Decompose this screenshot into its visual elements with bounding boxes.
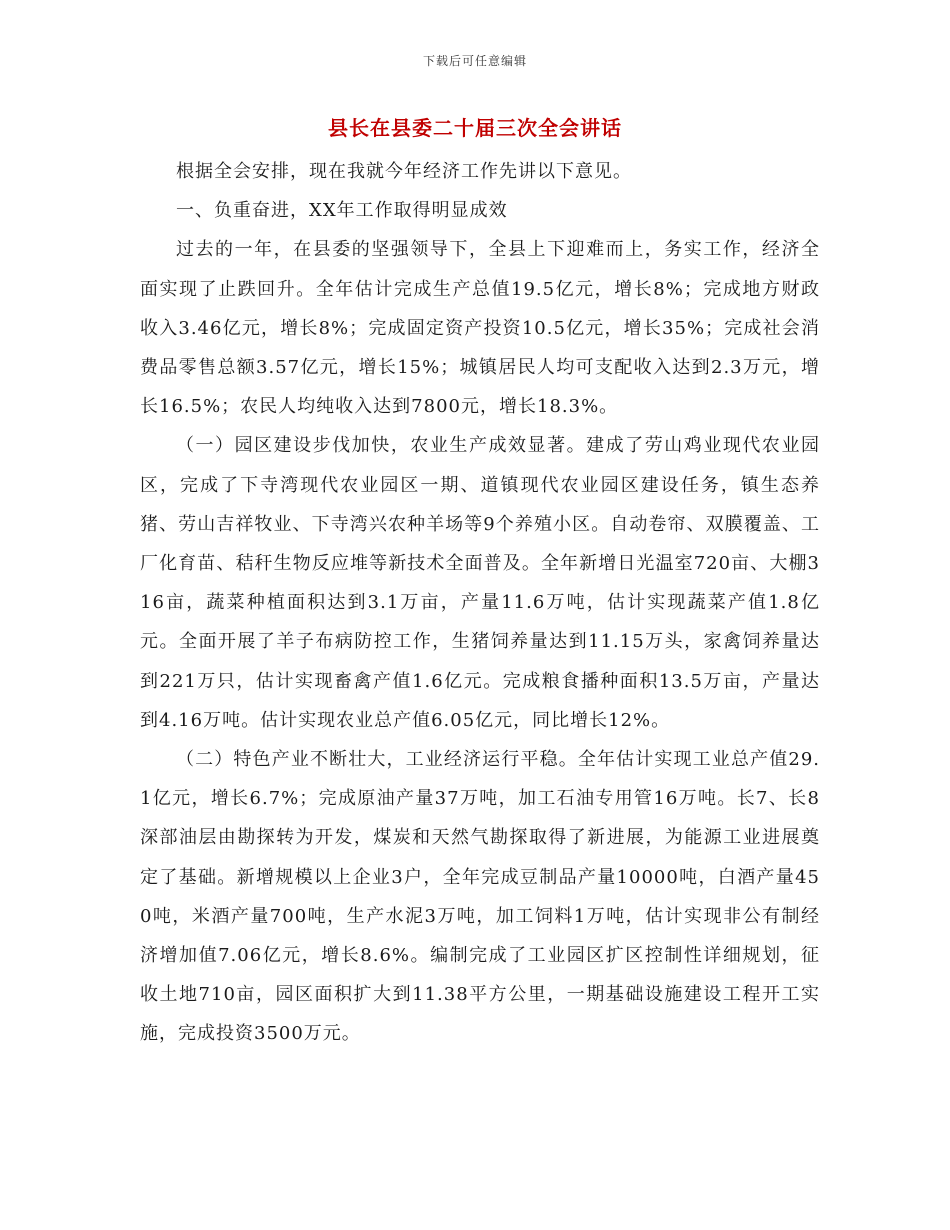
page-header: 下载后可任意编辑: [422, 54, 527, 68]
intro-paragraph: 根据全会安排，现在我就今年经济工作先讲以下意见。: [176, 161, 632, 182]
agriculture-paragraph: （一）园区建设步伐加快，农业生产成效显著。建成了劳山鸡业现代农业园区，完成了下寺湾现代农业园区一期、道镇现代农业园区建设任务，镇生态养猪、劳山吉祥牧业、下寺湾兴农种羊场等9个养殖小区。自动卷帘、双膜覆盖、工厂化育苗、秸秆生物反应堆等新技术全面普及。全年新增日光温室720亩、大棚316亩，蔬菜种植面积达到3.1万亩，产量11.6万吨，估计实现蔬菜产值1.8亿元。全面开展了羊子布病防控工作，生猪饲养量达到11.15万头，家禽饲养量达到221万只，估计实现畜禽产值1.6亿元。完成粮食播种面积13.5万亩，产量达到4.16万吨。估计实现农业总产值6.05亿元，同比增长12%。: [140, 435, 820, 731]
summary-paragraph: 过去的一年，在县委的坚强领导下，全县上下迎难而上，务实工作，经济全面实现了止跌回升。全年估计完成生产总值19.5亿元，增长8%；完成地方财政收入3.46亿元，增长8%；完成固定资产投资10.5亿元，增长35%；完成社会消费品零售总额3.57亿元，增长15%；城镇居民人均可支配收入达到2.3万元，增长16.5%；农民人均纯收入达到7800元，增长18.3%。: [140, 239, 820, 418]
document-title: 县长在县委二十届三次全会讲话: [328, 116, 622, 140]
document-body: [140, 152, 820, 1054]
industry-paragraph: （二）特色产业不断壮大，工业经济运行平稳。全年估计实现工业总产值29.1亿元，增长6.7%；完成原油产量37万吨，加工石油专用管16万吨。长7、长8深部油层由勘探转为开发，煤炭和天然气勘探取得了新进展，为能源工业进展奠定了基础。新增规模以上企业3户，全年完成豆制品产量10000吨，白酒产量450吨，米酒产量700吨，生产水泥3万吨，加工饲料1万吨，估计实现非公有制经济增加值7.06亿元，增长8.6%。编制完成了工业园区扩区控制性详细规划，征收土地710亩，园区面积扩大到11.38平方公里，一期基础设施建设工程开工实施，完成投资3500万元。: [140, 749, 820, 1045]
section-heading: 一、负重奋进，XX年工作取得明显成效: [176, 200, 508, 222]
